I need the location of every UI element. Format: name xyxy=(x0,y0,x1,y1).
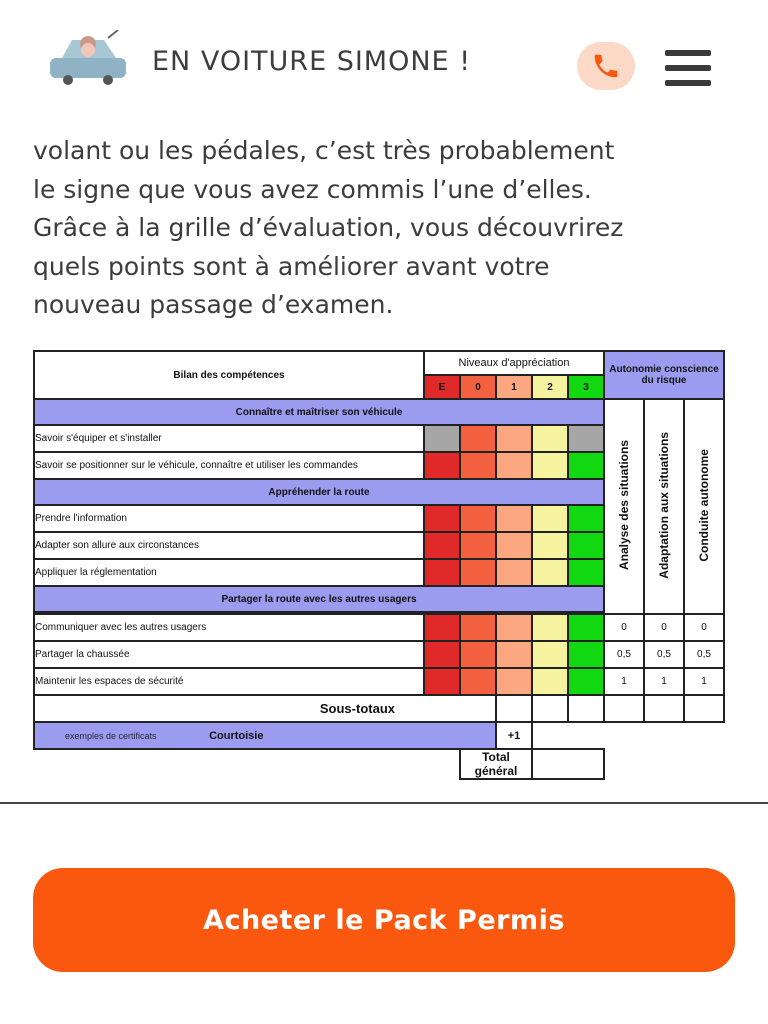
article-line: Grâce à la grille d’évaluation, vous découvrirez xyxy=(33,213,624,242)
level-cell xyxy=(496,559,532,586)
level-cell xyxy=(496,505,532,532)
level-cell xyxy=(568,641,604,668)
skill-label: Prendre l'information xyxy=(34,505,424,532)
autonomy-value: 0,5 xyxy=(644,641,684,668)
courtesy-row xyxy=(34,722,496,749)
level-cell xyxy=(532,668,568,695)
skill-label: Appliquer la réglementation xyxy=(34,559,424,586)
article-line: le signe que vous avez commis l’une d’elles. xyxy=(33,174,592,204)
level-cell xyxy=(568,425,604,452)
section-header: Appréhender la route xyxy=(34,479,604,505)
autonomy-value: 0,5 xyxy=(684,641,724,668)
autonomy-value: 0 xyxy=(684,614,724,641)
level-cell xyxy=(568,532,604,559)
autonomy-title: Autonomie conscience du risque xyxy=(604,351,724,399)
evaluation-grid xyxy=(33,350,725,780)
level-cell xyxy=(460,559,496,586)
levels-title: Niveaux d'appréciation xyxy=(424,351,604,375)
skill-label: Adapter son allure aux circonstances xyxy=(34,532,424,559)
level-cell xyxy=(568,614,604,641)
article-line: nouveau passage d’examen. xyxy=(33,290,394,319)
level-cell xyxy=(496,425,532,452)
level-header: 0 xyxy=(460,375,496,399)
skill-label: Savoir se positionner sur le véhicule, connaître et utiliser les commandes xyxy=(34,452,424,479)
logo-car-icon[interactable] xyxy=(48,30,128,88)
skill-label: Maintenir les espaces de sécurité xyxy=(34,668,424,695)
level-cell xyxy=(496,614,532,641)
level-header: 2 xyxy=(532,375,568,399)
subtotal-cell xyxy=(684,695,724,722)
level-cell xyxy=(532,614,568,641)
grid-title: Bilan des compétences xyxy=(34,351,424,399)
courtesy-value: +1 xyxy=(496,722,532,749)
total-label: Total général xyxy=(460,749,532,779)
level-cell xyxy=(568,505,604,532)
watermark-text: exemples de certificats xyxy=(65,730,157,741)
section-header: Connaître et maîtriser son véhicule xyxy=(34,399,604,425)
section-divider xyxy=(0,802,768,804)
hamburger-bar xyxy=(665,65,711,71)
level-cell xyxy=(496,668,532,695)
skill-label: Communiquer avec les autres usagers xyxy=(34,614,424,641)
level-cell xyxy=(460,425,496,452)
article-paragraph xyxy=(33,132,733,325)
level-cell xyxy=(532,641,568,668)
level-cell xyxy=(532,532,568,559)
autonomy-value: 1 xyxy=(604,668,644,695)
level-cell xyxy=(424,614,460,641)
site-header xyxy=(0,0,768,112)
level-header: E xyxy=(424,375,460,399)
autonomy-col-header xyxy=(644,399,684,614)
hamburger-menu-button[interactable] xyxy=(665,50,711,86)
level-cell xyxy=(568,668,604,695)
level-cell xyxy=(424,559,460,586)
level-cell xyxy=(424,452,460,479)
subtotal-cell xyxy=(496,695,532,722)
level-cell xyxy=(460,452,496,479)
level-cell xyxy=(424,668,460,695)
autonomy-col-label: Conduite autonome xyxy=(697,448,711,562)
level-header: 1 xyxy=(496,375,532,399)
level-cell xyxy=(424,505,460,532)
autonomy-col-label: Adaptation aux situations xyxy=(657,431,671,579)
autonomy-col-header xyxy=(684,399,724,614)
hamburger-bar xyxy=(665,80,711,86)
level-cell xyxy=(424,532,460,559)
level-cell xyxy=(496,452,532,479)
autonomy-value: 1 xyxy=(684,668,724,695)
spacer xyxy=(604,749,724,779)
article-body xyxy=(33,132,733,325)
phone-icon xyxy=(591,51,621,81)
courtesy-label: Courtoisie xyxy=(209,729,264,742)
brand-name[interactable]: EN VOITURE SIMONE ! xyxy=(152,46,472,77)
subtotal-cell xyxy=(568,695,604,722)
autonomy-col-header xyxy=(604,399,644,614)
subtotal-cell xyxy=(644,695,684,722)
autonomy-value: 0 xyxy=(604,614,644,641)
level-cell xyxy=(496,641,532,668)
evaluation-grid-image xyxy=(33,350,735,778)
phone-button[interactable] xyxy=(577,42,635,90)
level-cell xyxy=(568,559,604,586)
total-value-cell xyxy=(532,749,604,779)
level-cell xyxy=(460,641,496,668)
level-cell xyxy=(532,505,568,532)
level-cell xyxy=(460,532,496,559)
autonomy-value: 1 xyxy=(644,668,684,695)
level-cell xyxy=(460,505,496,532)
level-cell xyxy=(532,425,568,452)
subtotal-cell xyxy=(604,695,644,722)
level-header: 3 xyxy=(568,375,604,399)
level-cell xyxy=(532,559,568,586)
article-line: volant ou les pédales, c’est très probablement xyxy=(33,136,615,165)
level-cell xyxy=(424,641,460,668)
spacer xyxy=(34,749,460,779)
spacer xyxy=(532,722,724,749)
autonomy-value: 0,5 xyxy=(604,641,644,668)
buy-pack-permis-button[interactable]: Acheter le Pack Permis xyxy=(33,868,735,972)
level-cell xyxy=(496,532,532,559)
subtotal-cell xyxy=(532,695,568,722)
autonomy-value: 0 xyxy=(644,614,684,641)
level-cell xyxy=(460,668,496,695)
level-cell xyxy=(460,614,496,641)
autonomy-col-label: Analyse des situations xyxy=(617,439,631,571)
skill-label: Partager la chaussée xyxy=(34,641,424,668)
subtotal-label: Sous-totaux xyxy=(34,695,496,722)
level-cell xyxy=(532,452,568,479)
level-cell xyxy=(568,452,604,479)
article-line: quels points sont à améliorer avant votre xyxy=(33,251,550,281)
skill-label: Savoir s'équiper et s'installer xyxy=(34,425,424,452)
section-header: Partager la route avec les autres usagers xyxy=(34,586,604,612)
level-cell xyxy=(424,425,460,452)
hamburger-menu-icon xyxy=(665,50,711,56)
